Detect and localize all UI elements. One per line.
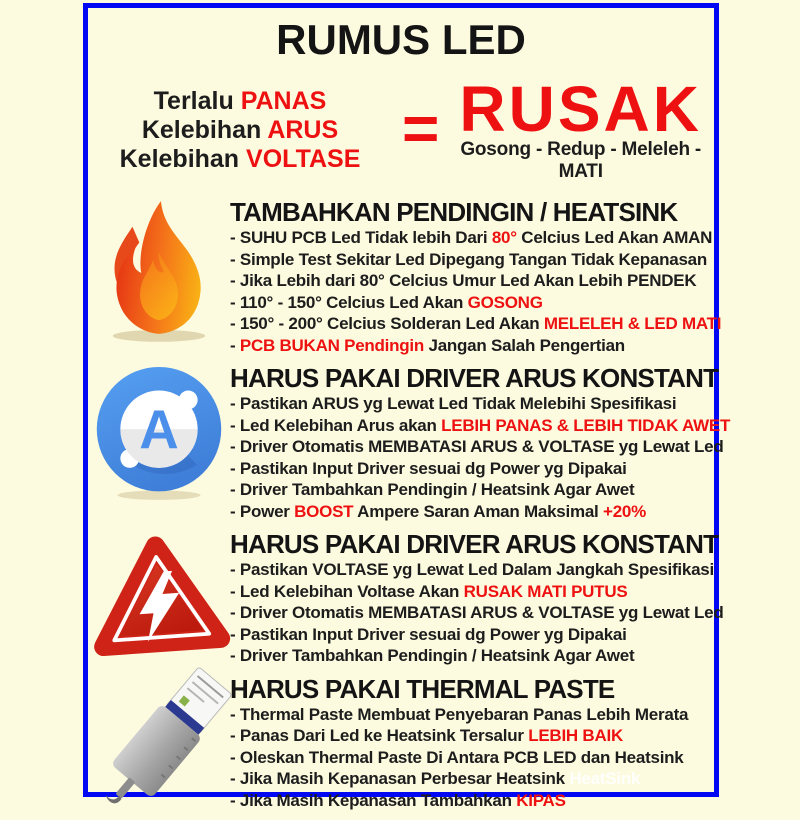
formula-causes	[92, 87, 388, 174]
section-title: TAMBAHKAN PENDINGIN / HEATSINK	[230, 197, 678, 227]
bullet-line: - Jika Lebih dari 80° Celcius Umur Led Akan Lebih PENDEK	[230, 271, 697, 290]
bullet-line: - Simple Test Sekitar Led Dipegang Tangan Tidak Kepanasan	[230, 249, 707, 269]
section-voltage-driver	[88, 529, 724, 667]
flame-icon	[88, 197, 230, 343]
section-lines	[230, 227, 722, 356]
bullet-line: - 150° - 200° Celcius Solderan Led Akan MELELEH & LED MATI	[230, 314, 722, 333]
poster-frame	[83, 3, 731, 810]
section-lines	[230, 559, 724, 667]
sections-list	[88, 197, 731, 820]
bullet-line: - Panas Dari Led ke Heatsink Tersalur LEBIH BAIK	[230, 726, 623, 745]
result-caption: Gosong - Redup - Meleleh - MATI	[460, 139, 702, 182]
bullet-line: - Driver Otomatis MEMBATASI ARUS & VOLTASE yg Lewat Led	[230, 437, 724, 456]
bullet-line: - Thermal Paste Membuat Penyebaran Panas Lebih Merata	[230, 704, 689, 724]
section-title: HARUS PAKAI THERMAL PASTE	[230, 673, 615, 704]
equals-sign: =	[402, 91, 440, 164]
formula-result	[447, 73, 714, 183]
section-title: HARUS PAKAI DRIVER ARUS KONSTANT	[230, 363, 719, 393]
bullet-line: - Driver Otomatis MEMBATASI ARUS & VOLTASE yg Lewat Led	[230, 603, 724, 622]
cause-line: Kelebihan VOLTASE	[119, 145, 361, 173]
bullet-line: - Pastikan Input Driver sesuai dg Power yg Dipakai	[230, 624, 627, 644]
bullet-line: - Driver Tambahkan Pendingin / Heatsink Agar Awet	[230, 480, 635, 499]
section-lines	[230, 393, 731, 522]
ampere-icon	[88, 363, 230, 501]
thermal-paste-icon	[88, 674, 230, 820]
voltage-warning-icon	[88, 529, 230, 665]
bullet-line: - Led Kelebihan Arus akan LEBIH PANAS & LEBIH TIDAK AWET	[230, 415, 731, 435]
result-word: RUSAK	[459, 73, 702, 145]
bullet-line: - 110° - 150° Celcius Led Akan GOSONG	[230, 292, 543, 312]
cause-line: Kelebihan ARUS	[141, 116, 339, 144]
bullet-line: - Pastikan Input Driver sesuai dg Power yg Dipakai	[230, 458, 627, 478]
bullet-line: - SUHU PCB Led Tidak lebih Dari 80° Celcius Led Akan AMAN	[230, 228, 713, 247]
section-heatsink	[88, 197, 722, 356]
formula-row	[88, 73, 714, 183]
cause-line: Terlalu PANAS	[153, 87, 327, 115]
bullet-line: - Pastikan ARUS yg Lewat Led Tidak Melebihi Spesifikasi	[230, 394, 677, 413]
bullet-line: - Power BOOST Ampere Saran Aman Maksimal +20%	[230, 501, 646, 521]
ampere-letter: A	[139, 398, 179, 461]
section-current-driver	[88, 363, 731, 522]
bullet-line: - Pastikan VOLTASE yg Lewat Led Dalam Jangkah Spesifikasi	[230, 560, 714, 579]
page-title: RUMUS LED	[276, 16, 526, 63]
bullet-line: - Jika Masih Kepanasan Tambahkan KIPAS	[230, 790, 566, 810]
bullet-line: - Driver Tambahkan Pendingin / Heatsink Agar Awet	[230, 646, 635, 665]
section-thermal-paste	[88, 674, 714, 820]
section-lines	[230, 704, 714, 812]
bullet-line: - Oleskan Thermal Paste Di Antara PCB LED dan Heatsink	[230, 747, 684, 767]
bullet-line: - Led Kelebihan Voltase Akan RUSAK MATI PUTUS	[230, 581, 628, 601]
bullet-line: - Jika Masih Kepanasan Perbesar Heatsink HeatSink	[230, 769, 641, 788]
bullet-line: - PCB BUKAN Pendingin Jangan Salah Pengertian	[230, 335, 625, 355]
section-title: HARUS PAKAI DRIVER ARUS KONSTANT	[230, 529, 719, 559]
